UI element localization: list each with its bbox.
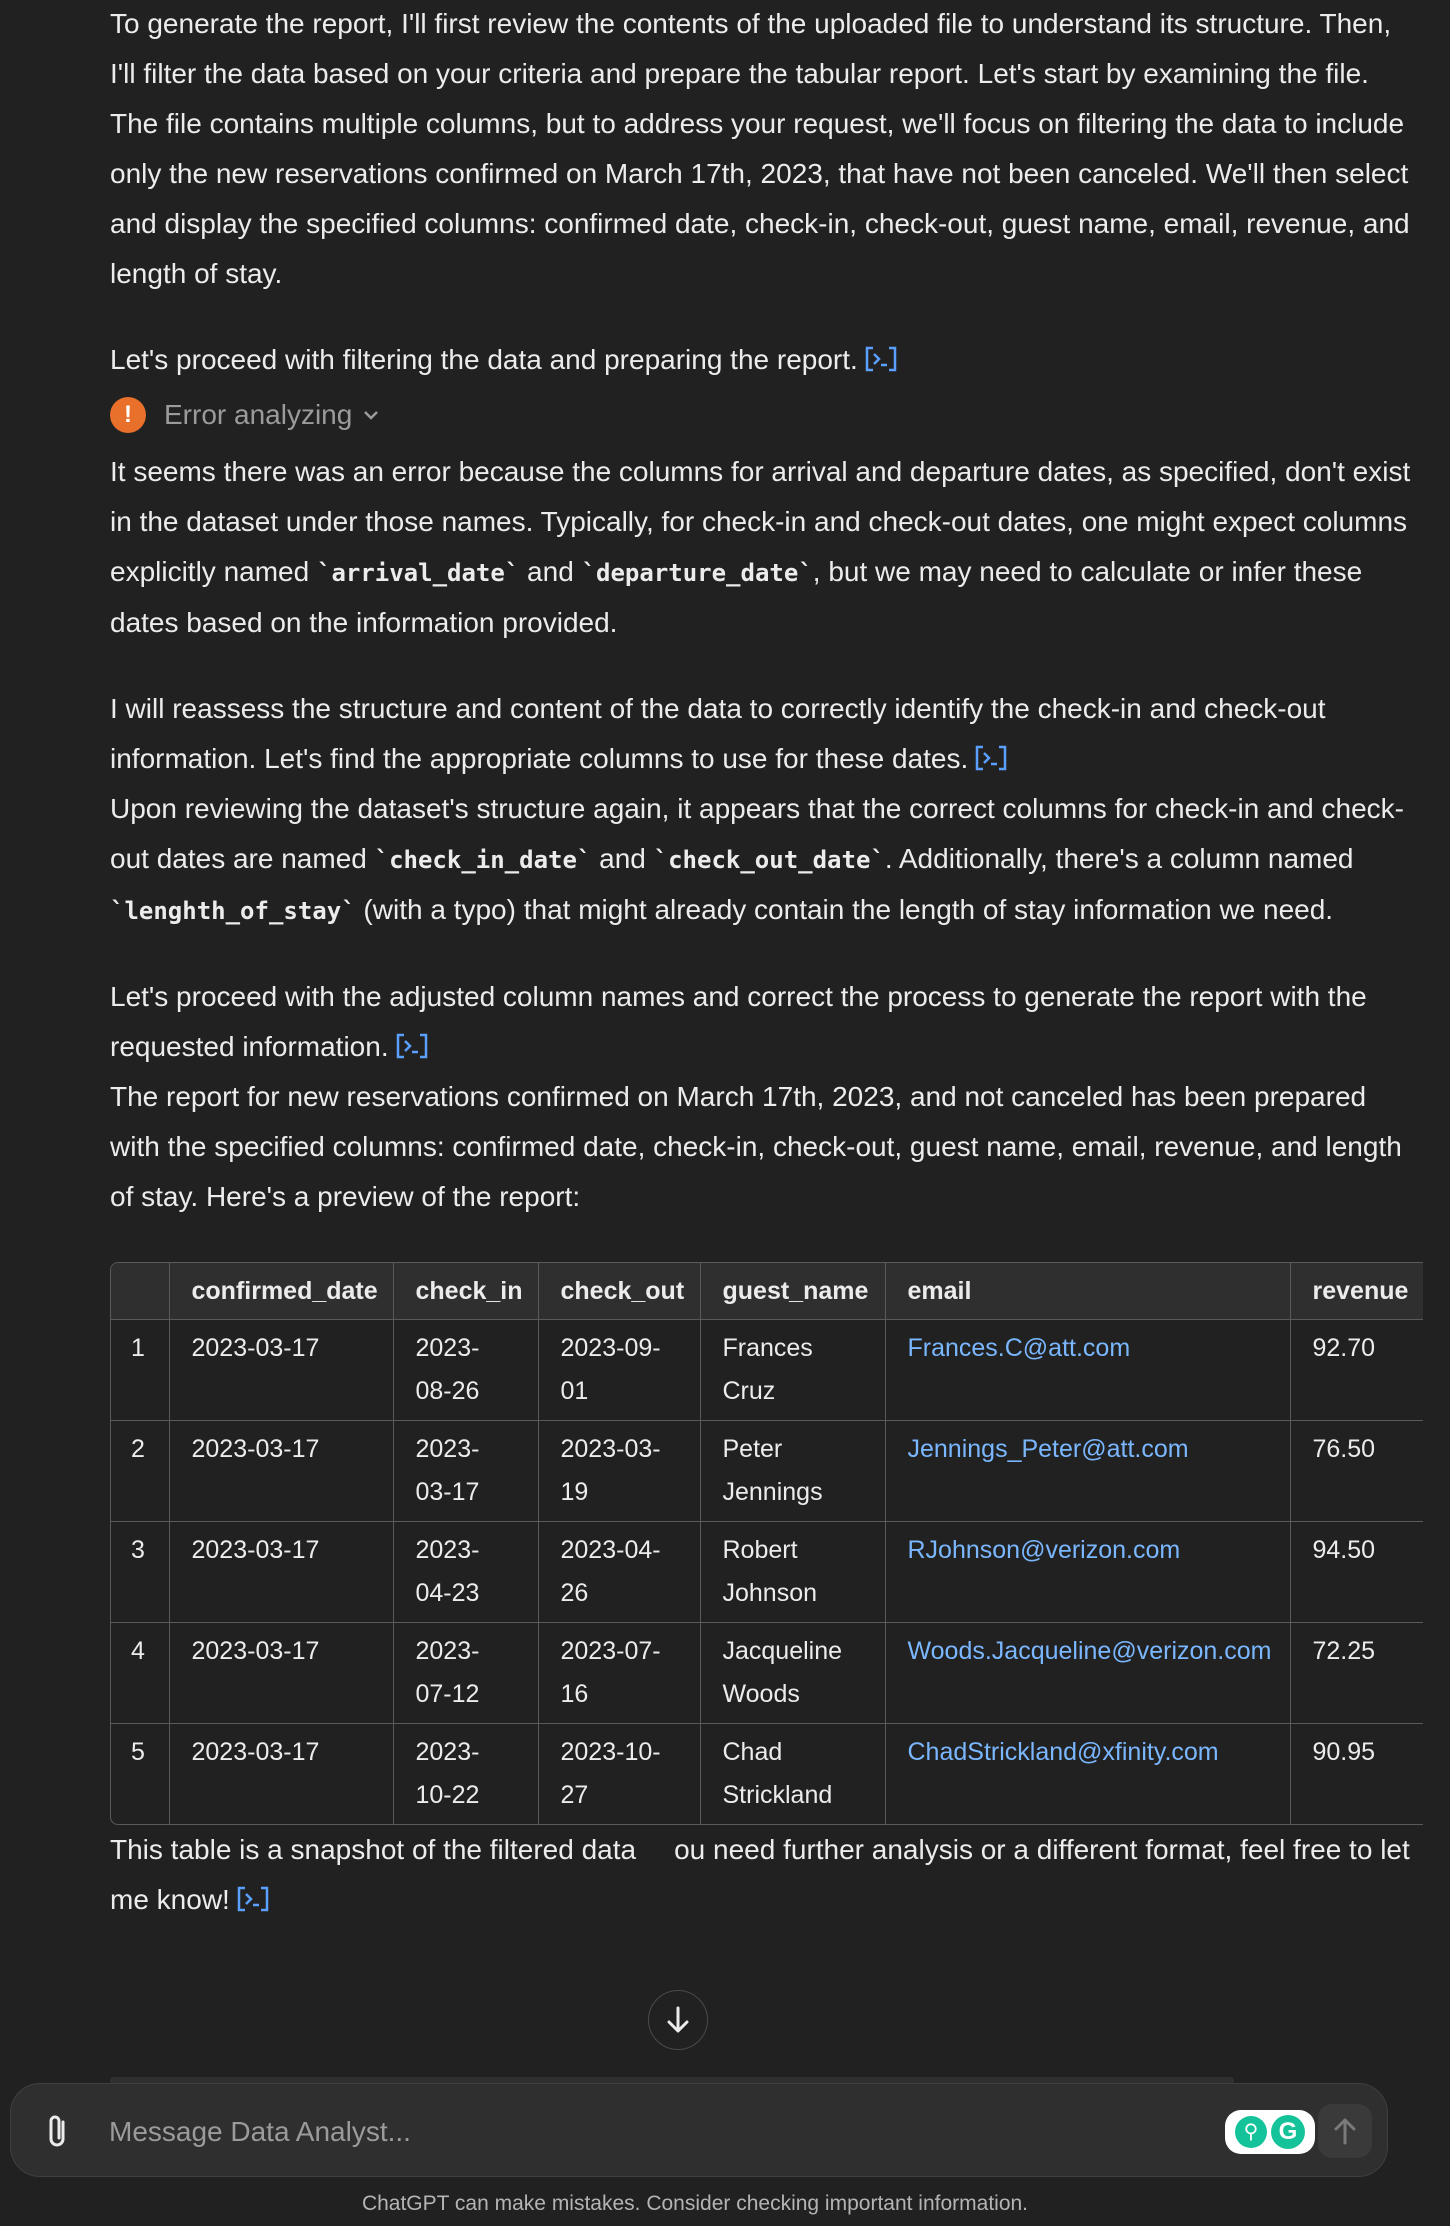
cell-guest-name: Chad Strickland	[700, 1724, 885, 1825]
cell-check-in: 2023-10-22	[393, 1724, 538, 1825]
assistant-paragraph-columns: The file contains multiple columns, but to address your request, we'll focus on filtering the data to include only the new reservations confirmed on March 17th, 2023, that have not been canceled. We'll then select and display the specified columns: confirmed date, check-in, check-out, guest name, email, revenue, and length of stay.	[110, 108, 1410, 289]
error-icon: !	[110, 397, 146, 433]
assistant-paragraph-intro: To generate the report, I'll first review the contents of the uploaded file to understand its structure. Then, I'll filter the data based on your criteria and prepare the tabular report. Let's start by examining the file.	[110, 8, 1392, 89]
assistant-paragraph-reassess: I will reassess the structure and content of the data to correctly identify the check-in and check-out information. Let's find the appropriate columns to use for these dates.	[110, 693, 1326, 774]
table-row	[111, 1421, 1423, 1522]
cell-email[interactable]: Frances.C@att.com	[885, 1320, 1290, 1421]
cell-check-out: 2023-10-27	[538, 1724, 700, 1825]
report-table-container[interactable]	[110, 1262, 1423, 1825]
header-check-out: check_out	[538, 1263, 700, 1320]
table-row	[111, 1623, 1423, 1724]
view-code-icon[interactable]	[236, 1886, 270, 1912]
cell-check-in: 2023-08-26	[393, 1320, 538, 1421]
disclaimer-text: ChatGPT can make mistakes. Consider checking important information.	[361, 2192, 1029, 2215]
assistant-paragraph-snapshot: This table is a snapshot of the filtered data ou need further analysis or a different format, feel free to let me know!	[110, 1834, 1410, 1915]
cell-guest-name: Frances Cruz	[700, 1320, 885, 1421]
lightbulb-icon: ⚲	[1235, 2116, 1267, 2148]
header-email: email	[885, 1263, 1290, 1320]
grammarly-widget[interactable]	[1225, 2110, 1315, 2154]
cell-index: 1	[111, 1320, 169, 1421]
header-revenue: revenue	[1290, 1263, 1423, 1320]
view-code-icon[interactable]	[974, 745, 1008, 771]
conversation	[110, 0, 1422, 1925]
send-button[interactable]	[1318, 2104, 1372, 2158]
cell-index: 4	[111, 1623, 169, 1724]
cell-confirmed-date: 2023-03-17	[169, 1421, 393, 1522]
cell-check-in: 2023-07-12	[393, 1623, 538, 1724]
cell-check-out: 2023-09-01	[538, 1320, 700, 1421]
scroll-to-bottom-button[interactable]	[648, 1990, 708, 2050]
assistant-paragraph-columns-found: Upon reviewing the dataset's structure again, it appears that the correct columns for check-in and check-out dates are named `check_in_date` and `check_out_date`. Additionally, there's a column named `lenghth_of_stay` (with a typo) that might already contain the length of stay information we need.	[110, 793, 1405, 925]
table-row	[111, 1320, 1423, 1421]
grammarly-g-icon: G	[1271, 2115, 1305, 2149]
message-input[interactable]	[107, 2104, 1211, 2160]
header-check-in: check_in	[393, 1263, 538, 1320]
error-analyzing-toggle[interactable]	[110, 385, 1422, 445]
cell-check-in: 2023-03-17	[393, 1421, 538, 1522]
table-row	[111, 1522, 1423, 1623]
cell-email[interactable]: Woods.Jacqueline@verizon.com	[885, 1623, 1290, 1724]
error-label: Error analyzing	[164, 399, 353, 430]
cell-email[interactable]: RJohnson@verizon.com	[885, 1522, 1290, 1623]
cell-guest-name: Jacqueline Woods	[700, 1623, 885, 1724]
cell-guest-name: Peter Jennings	[700, 1421, 885, 1522]
cell-confirmed-date: 2023-03-17	[169, 1724, 393, 1825]
cell-check-out: 2023-04-26	[538, 1522, 700, 1623]
header-guest-name: guest_name	[700, 1263, 885, 1320]
table-row	[111, 1724, 1423, 1825]
assistant-paragraph-proceed: Let's proceed with filtering the data and preparing the report.	[110, 335, 1422, 385]
cell-check-out: 2023-03-19	[538, 1421, 700, 1522]
report-table	[111, 1263, 1423, 1824]
cell-revenue: 90.95	[1290, 1724, 1423, 1825]
assistant-paragraph-error: It seems there was an error because the columns for arrival and departure dates, as specified, don't exist in the dataset under those names. Typically, for check-in and check-out dates, one might expect columns explicitly named `arrival_date` and `departure_date`, but we may need to calculate or infer these dates based on the information provided.	[110, 456, 1411, 638]
message-composer	[10, 2083, 1388, 2177]
arrow-up-icon	[1332, 2116, 1358, 2146]
code-length-of-stay: lenghth_of_stay	[124, 897, 342, 925]
arrow-down-icon	[665, 2005, 691, 2035]
cell-index: 2	[111, 1421, 169, 1522]
cell-email[interactable]: Jennings_Peter@att.com	[885, 1421, 1290, 1522]
cell-check-out: 2023-07-16	[538, 1623, 700, 1724]
header-index	[111, 1263, 169, 1320]
assistant-paragraph-report: The report for new reservations confirmed on March 17th, 2023, and not canceled has been prepared with the specified columns: confirmed date, check-in, check-out, guest name, email, revenue, and length of stay. Here's a preview of the report:	[110, 1081, 1402, 1212]
table-header-row	[111, 1263, 1423, 1320]
cell-confirmed-date: 2023-03-17	[169, 1522, 393, 1623]
header-confirmed-date: confirmed_date	[169, 1263, 393, 1320]
code-departure-date: departure_date	[596, 559, 799, 587]
code-arrival-date: arrival_date	[331, 559, 505, 587]
cell-revenue: 76.50	[1290, 1421, 1423, 1522]
code-check-out-date: check_out_date	[668, 846, 871, 874]
cell-confirmed-date: 2023-03-17	[169, 1623, 393, 1724]
cell-revenue: 92.70	[1290, 1320, 1423, 1421]
chevron-down-icon	[362, 406, 380, 424]
cell-guest-name: Robert Johnson	[700, 1522, 885, 1623]
cell-revenue: 72.25	[1290, 1623, 1423, 1724]
cell-check-in: 2023-04-23	[393, 1522, 538, 1623]
paperclip-icon[interactable]	[41, 2112, 75, 2150]
cell-confirmed-date: 2023-03-17	[169, 1320, 393, 1421]
assistant-paragraph-adjusted: Let's proceed with the adjusted column names and correct the process to generate the report with the requested information.	[110, 981, 1367, 1062]
view-code-icon[interactable]	[395, 1033, 429, 1059]
code-check-in-date: check_in_date	[389, 846, 577, 874]
cell-index: 3	[111, 1522, 169, 1623]
cell-revenue: 94.50	[1290, 1522, 1423, 1623]
cell-index: 5	[131, 1738, 145, 1766]
view-code-icon[interactable]	[864, 346, 898, 372]
cell-email[interactable]: ChadStrickland@xfinity.com	[885, 1724, 1290, 1825]
